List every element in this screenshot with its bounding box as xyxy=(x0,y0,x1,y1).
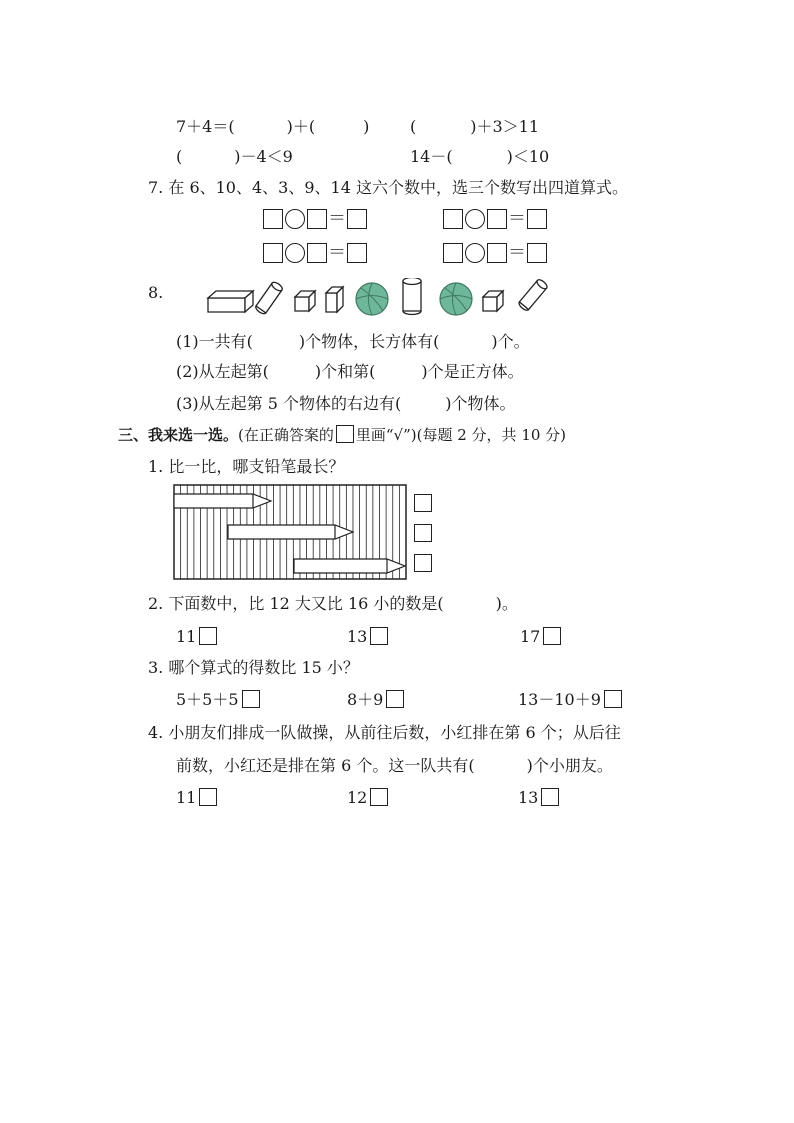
q8-sub2: (2)从左起第( )个和第( )个是正方体。 xyxy=(176,362,524,381)
c3-checkbox-2[interactable] xyxy=(386,690,404,708)
answer-square[interactable] xyxy=(487,209,507,229)
q8-sub1: (1)一共有( )个物体，长方体有( )个。 xyxy=(176,332,530,351)
c3-checkbox-3[interactable] xyxy=(604,690,622,708)
c4-prompt-line2: 前数，小红还是排在第 6 个。这一队共有( )个小朋友。 xyxy=(176,756,613,775)
q7-equation-1: ＝ xyxy=(263,209,367,229)
cuboid-icon xyxy=(326,287,343,312)
pencil-icon xyxy=(174,494,271,508)
cube-icon xyxy=(483,291,503,311)
c2-checkbox-1[interactable] xyxy=(199,627,217,645)
c4-prompt-line1: 4. 小朋友们排成一队做操，从前往后数，小红排在第 6 个；从后往 xyxy=(148,723,621,742)
c4-checkbox-2[interactable] xyxy=(370,788,388,806)
c4-checkbox-1[interactable] xyxy=(199,788,217,806)
ball-icon xyxy=(356,283,388,315)
pencil-icon xyxy=(228,525,353,539)
c3-option-3: 13－10＋9 xyxy=(518,690,622,710)
c1-checkbox-3[interactable] xyxy=(414,554,432,572)
answer-square[interactable] xyxy=(263,243,283,263)
c4-option-3: 13 xyxy=(518,788,559,808)
c3-checkbox-1[interactable] xyxy=(242,690,260,708)
q7-equation-3: ＝ xyxy=(263,243,367,263)
c2-checkbox-3[interactable] xyxy=(543,627,561,645)
q7-equation-4: ＝ xyxy=(443,243,547,263)
cylinder-icon xyxy=(254,281,283,316)
c1-prompt: 1. 比一比，哪支铅笔最长？ xyxy=(148,457,345,476)
cylinder-icon xyxy=(517,278,548,312)
operator-circle[interactable] xyxy=(465,209,485,229)
c4-checkbox-3[interactable] xyxy=(541,788,559,806)
answer-square[interactable] xyxy=(307,243,327,263)
c2-option-2: 13 xyxy=(347,627,388,647)
operator-circle[interactable] xyxy=(465,243,485,263)
answer-square[interactable] xyxy=(443,243,463,263)
c2-prompt: 2. 下面数中，比 12 大又比 16 小的数是( )。 xyxy=(148,594,518,613)
answer-square[interactable] xyxy=(527,209,547,229)
cube-icon xyxy=(295,291,315,311)
c4-option-2: 12 xyxy=(347,788,388,808)
c1-checkbox-1[interactable] xyxy=(414,494,432,512)
q6-line1-right: ( )＋3＞11 xyxy=(410,117,540,136)
pencil-comparison-figure xyxy=(173,484,411,582)
q7-equation-2: ＝ xyxy=(443,209,547,229)
q8-number: 8. xyxy=(148,283,164,302)
q8-sub3: (3)从左起第 5 个物体的右边有( )个物体。 xyxy=(176,394,516,413)
answer-square[interactable] xyxy=(347,209,367,229)
c2-option-1: 11 xyxy=(176,627,217,647)
q6-line2-right: 14－( )＜10 xyxy=(410,147,550,166)
pencil-icon xyxy=(294,559,405,573)
c4-option-1: 11 xyxy=(176,788,217,808)
c3-option-2: 8＋9 xyxy=(347,690,404,710)
operator-circle[interactable] xyxy=(285,209,305,229)
operator-circle[interactable] xyxy=(285,243,305,263)
c2-option-3: 17 xyxy=(520,627,561,647)
cylinder-icon xyxy=(403,278,421,315)
ball-icon xyxy=(440,283,472,315)
answer-square[interactable] xyxy=(527,243,547,263)
section3-heading: 三、我来选一选。(在正确答案的 里画“√”)(每题 2 分，共 10 分) xyxy=(118,426,567,444)
answer-square[interactable] xyxy=(443,209,463,229)
c3-prompt: 3. 哪个算式的得数比 15 小？ xyxy=(148,658,359,677)
c2-checkbox-2[interactable] xyxy=(370,627,388,645)
q8-objects-row xyxy=(205,278,555,320)
answer-square[interactable] xyxy=(487,243,507,263)
answer-square[interactable] xyxy=(347,243,367,263)
c1-checkbox-2[interactable] xyxy=(414,524,432,542)
cuboid-icon xyxy=(208,291,253,312)
checkbox-example xyxy=(336,425,354,443)
answer-square[interactable] xyxy=(307,209,327,229)
answer-square[interactable] xyxy=(263,209,283,229)
q6-line1-left: 7＋4＝( )＋( ) xyxy=(176,117,370,136)
q6-line2-left: ( )－4＜9 xyxy=(176,147,293,166)
q7-prompt: 7. 在 6、10、4、3、9、14 这六个数中，选三个数写出四道算式。 xyxy=(148,178,628,197)
c3-option-1: 5＋5＋5 xyxy=(176,690,260,710)
